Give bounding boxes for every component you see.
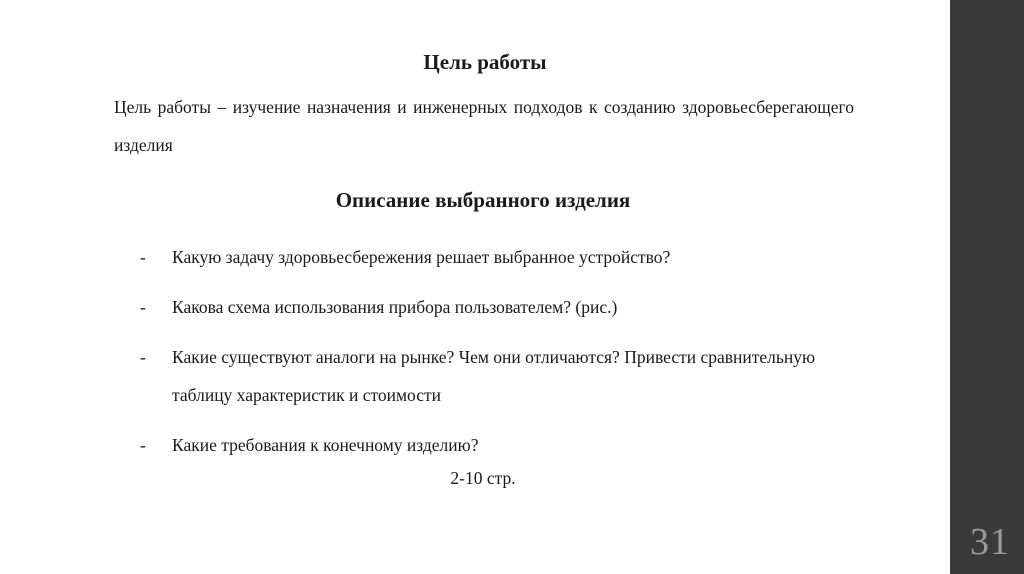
- question-list: [140, 238, 860, 476]
- slide-number: 31: [970, 521, 1010, 563]
- list-item-text: Какие требования к конечному изделию?: [172, 435, 479, 455]
- list-item-text: Какую задачу здоровьесбережения решает выбранное устройство?: [172, 247, 671, 267]
- bullet-dash: -: [140, 247, 146, 267]
- list-item: [140, 338, 860, 414]
- bullet-dash: -: [140, 435, 146, 455]
- section-title: Описание выбранного изделия: [335, 188, 631, 212]
- list-item: [140, 238, 860, 276]
- list-item: [140, 426, 860, 464]
- slide-side-panel: [950, 0, 1024, 574]
- slide-title: Цель работы: [423, 50, 547, 74]
- bullet-dash: -: [140, 297, 146, 317]
- bullet-dash: -: [140, 347, 146, 367]
- goal-paragraph: Цель работы – изучение назначения и инженерных подходов к созданию здоровьесберегающего изделия: [114, 97, 854, 155]
- list-item: [140, 288, 860, 326]
- page-range-note: 2-10 стр.: [450, 468, 516, 488]
- list-item-text: Какие существуют аналоги на рынке? Чем они отличаются? Привести сравнительную таблицу характеристик и стоимости: [172, 347, 816, 405]
- list-item-text: Какова схема использования прибора пользователем? (рис.): [172, 297, 618, 317]
